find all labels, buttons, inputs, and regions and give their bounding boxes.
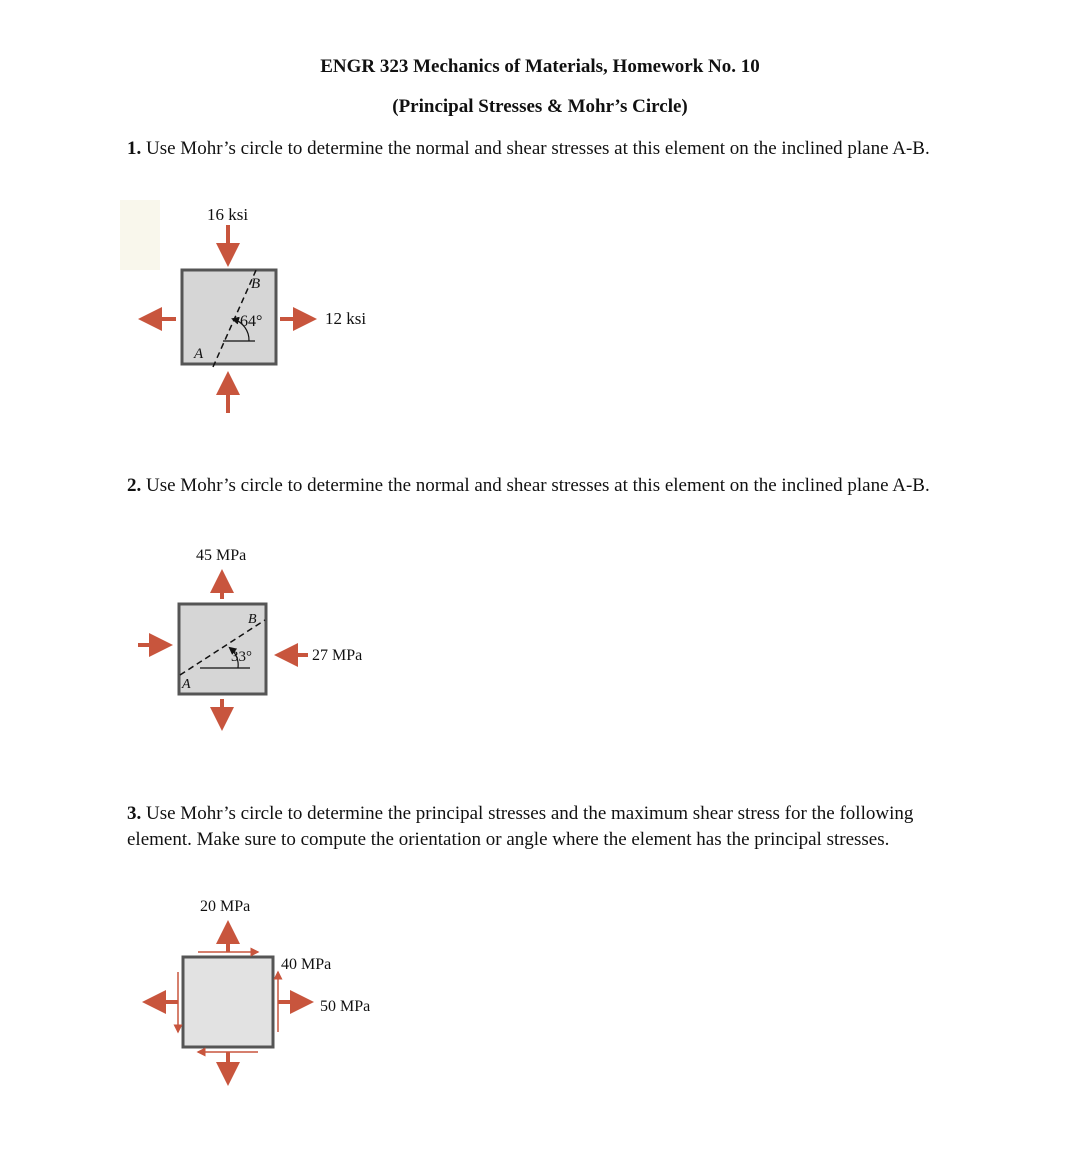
problem-1-text xyxy=(127,136,947,162)
page-title: ENGR 323 Mechanics of Materials, Homework No. 10 xyxy=(320,56,760,77)
problem-1-figure xyxy=(120,195,400,425)
problem-3-figure xyxy=(120,890,400,1100)
problem-3-number: 3. xyxy=(127,803,142,824)
problem-2-vertical-stress-label: 45 MPa xyxy=(196,547,247,564)
problem-1-angle-label: 64° xyxy=(240,313,263,330)
problem-1-vertical-stress-label: 16 ksi xyxy=(207,205,249,224)
problem-2-number: 2. xyxy=(127,475,142,496)
problem-3-text xyxy=(127,801,947,853)
problem-3-stress-element xyxy=(183,957,273,1047)
problem-1-number: 1. xyxy=(127,138,142,159)
problem-3-horizontal-stress-label: 50 MPa xyxy=(320,998,371,1015)
problem-2-figure xyxy=(120,535,400,745)
problem-3-vertical-stress-label: 20 MPa xyxy=(200,898,251,915)
page-subtitle: (Principal Stresses & Mohr’s Circle) xyxy=(392,96,688,117)
problem-2-angle-label: 33° xyxy=(231,649,252,665)
problem-2-text xyxy=(127,473,947,499)
problem-2-point-b: B xyxy=(248,612,257,627)
problem-2-point-a: A xyxy=(182,677,191,692)
problem-1-point-b: B xyxy=(251,276,261,292)
problem-2-horizontal-stress-label: 27 MPa xyxy=(312,647,363,664)
problem-3-statement: Use Mohr’s circle to determine the principal stresses and the maximum shear stress for the following element. Make sure to compute the orientation or angle where the element has the principal stresses. xyxy=(127,803,914,850)
problem-1-point-a: A xyxy=(194,346,204,362)
problem-3-shear-stress-label: 40 MPa xyxy=(281,956,332,973)
problem-1-statement: Use Mohr’s circle to determine the normal and shear stresses at this element on the inclined plane A-B. xyxy=(146,138,930,159)
problem-1-horizontal-stress-label: 12 ksi xyxy=(325,309,367,328)
problem-2-statement: Use Mohr’s circle to determine the normal and shear stresses at this element on the inclined plane A-B. xyxy=(146,475,930,496)
